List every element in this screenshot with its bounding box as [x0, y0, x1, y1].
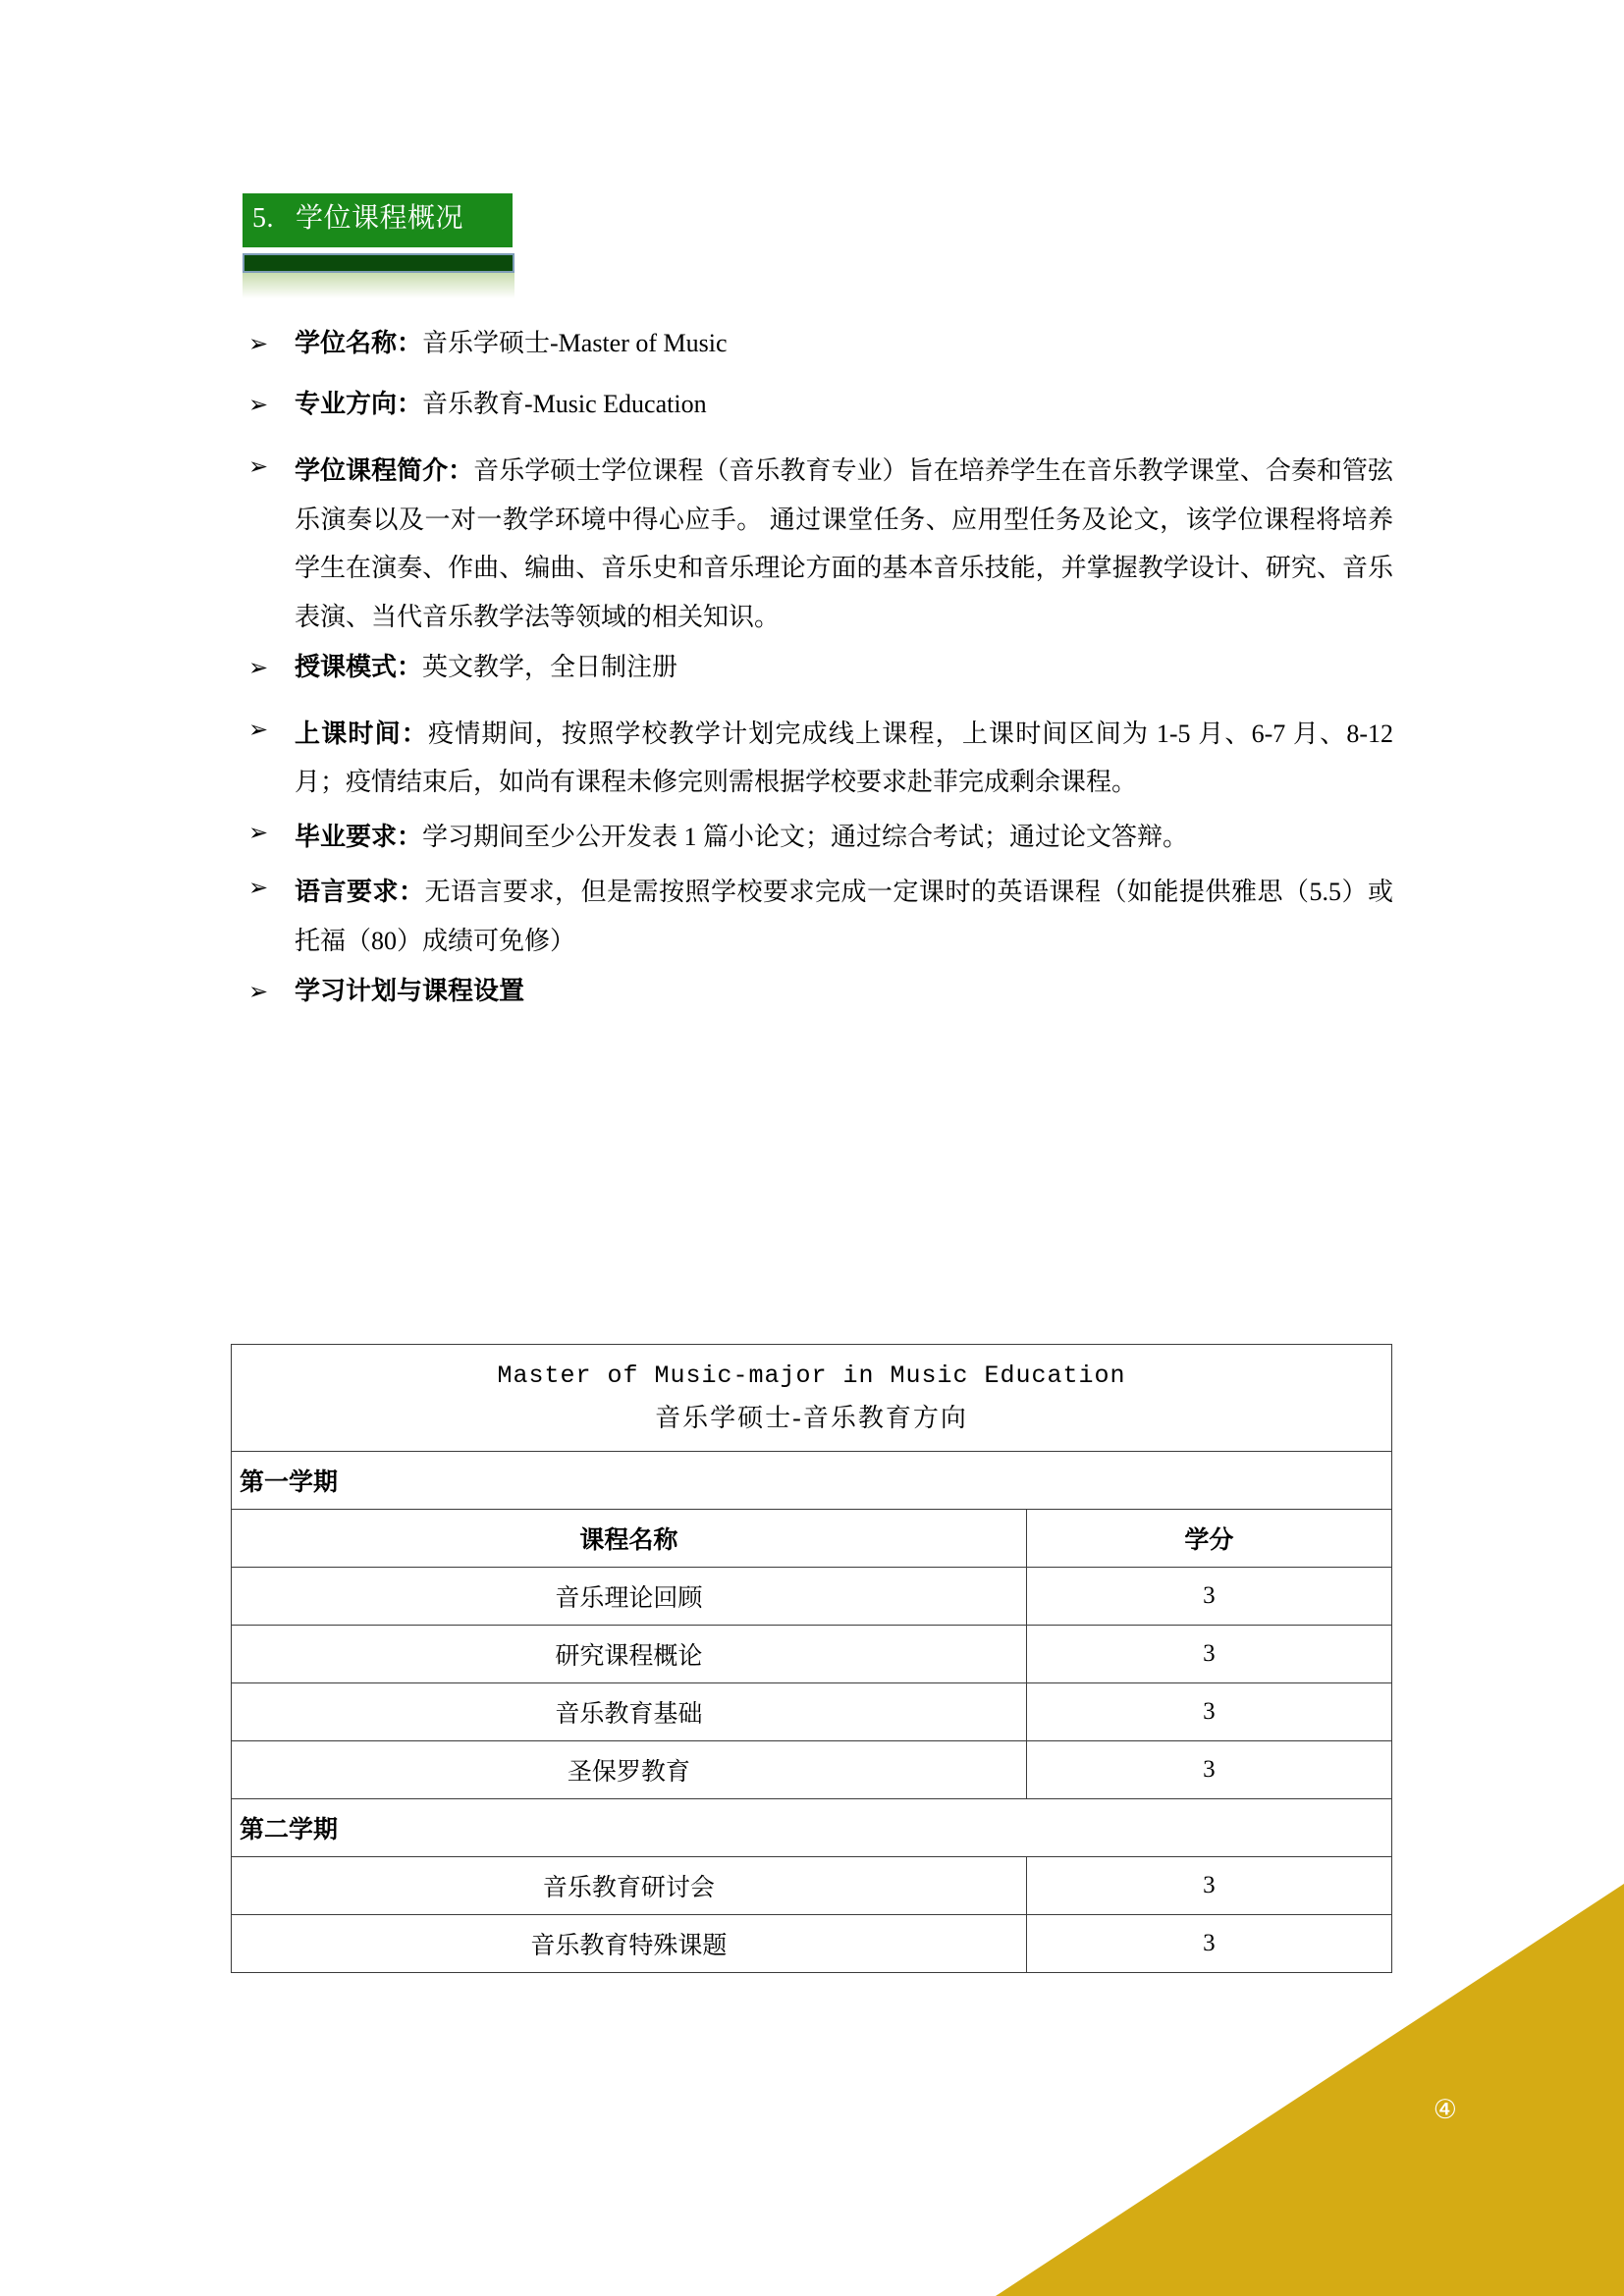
content-body [0, 324, 1624, 1033]
bullet-label: 授课模式： [295, 653, 423, 682]
bullet-label: 专业方向： [295, 390, 423, 419]
corner-triangle-decoration [996, 1884, 1624, 2296]
bullet-value: 英文教学，全日制注册 [422, 653, 678, 682]
bullet-value: 音乐学硕士-Master of Music [422, 329, 728, 357]
arrow-bullet-icon: ➢ [248, 330, 269, 357]
bullet-label: 学习计划与课程设置 [295, 977, 525, 1006]
section-title: 学位课程概况 [296, 203, 464, 234]
bullet-item-major [0, 385, 1624, 424]
table-row [232, 1740, 1392, 1798]
course-credits: 3 [1026, 1914, 1391, 1972]
course-name: 音乐教育特殊课题 [232, 1914, 1027, 1972]
table-row [232, 1682, 1392, 1740]
table-title-cell [232, 1345, 1392, 1452]
bullet-item-graduation-requirement [0, 813, 1624, 862]
course-name: 音乐教育研讨会 [232, 1856, 1027, 1914]
bullet-text [295, 385, 1393, 424]
arrow-bullet-icon: ➢ [248, 452, 269, 480]
bullet-label: 上课时间： [295, 719, 428, 748]
table-row [232, 1567, 1392, 1625]
column-header-credits: 学分 [1026, 1509, 1391, 1567]
table-title-cn: 音乐学硕士-音乐教育方向 [655, 1404, 968, 1432]
section-underbar [243, 253, 514, 273]
course-name: 音乐教育基础 [232, 1682, 1027, 1740]
bullet-item-language-requirement [0, 868, 1624, 966]
bullet-item-program-intro [0, 447, 1624, 643]
semester-label: 第二学期 [232, 1798, 1392, 1856]
bullet-label: 学位名称： [295, 329, 423, 357]
bullet-value: 音乐教育-Music Education [422, 390, 707, 419]
course-credits: 3 [1026, 1625, 1391, 1682]
bullet-text [295, 813, 1393, 862]
bullet-item-teaching-mode [0, 648, 1624, 687]
bullet-text [295, 972, 1393, 1011]
course-plan-table-wrap [231, 1344, 1392, 1973]
bullet-value: 疫情期间，按照学校教学计划完成线上课程，上课时间区间为 1-5 月、6-7 月、8-12 月；疫情结束后，如尚有课程未修完则需根据学校要求赴菲完成剩余课程。 [295, 719, 1393, 797]
bullet-label: 语言要求： [295, 878, 425, 907]
course-plan-table [231, 1344, 1392, 1973]
course-name: 音乐理论回顾 [232, 1567, 1027, 1625]
bullet-label: 毕业要求： [295, 823, 423, 852]
page-number: ④ [1433, 2095, 1457, 2125]
course-name: 研究课程概论 [232, 1625, 1027, 1682]
arrow-bullet-icon: ➢ [248, 819, 269, 847]
course-credits: 3 [1026, 1856, 1391, 1914]
course-credits: 3 [1026, 1682, 1391, 1740]
table-title-row [232, 1345, 1392, 1452]
bullet-text [295, 868, 1393, 966]
course-credits: 3 [1026, 1740, 1391, 1798]
semester-label: 第一学期 [232, 1451, 1392, 1509]
bullet-item-study-plan [0, 972, 1624, 1011]
arrow-bullet-icon: ➢ [248, 874, 269, 902]
arrow-bullet-icon: ➢ [248, 978, 269, 1006]
bullet-label: 学位课程简介： [295, 455, 474, 485]
arrow-bullet-icon: ➢ [248, 391, 269, 419]
bullet-text [295, 447, 1393, 643]
section-number: 5. [252, 203, 274, 234]
table-title-en: Master of Music-major in Music Education [497, 1362, 1126, 1390]
section-underbar-shadow [243, 273, 514, 298]
bullet-value: 音乐学硕士学位课程（音乐教育专业）旨在培养学生在音乐教学课堂、合奏和管弦乐演奏以及一对一教学环境中得心应手。 通过课堂任务、应用型任务及论文，该学位课程将培养学生在演奏、作曲、编曲、音乐史和音乐理论方面的基本音乐技能，并掌握教学设计、研究、音乐表演、当代音乐教学法等领域的相关知识。 [295, 455, 1393, 632]
bullet-text [295, 648, 1393, 687]
table-row [232, 1625, 1392, 1682]
course-credits: 3 [1026, 1567, 1391, 1625]
bullet-value: 无语言要求，但是需按照学校要求完成一定课时的英语课程（如能提供雅思（5.5）或托福（80）成绩可免修） [295, 878, 1393, 956]
section-banner [243, 193, 513, 247]
bullet-item-degree-name [0, 324, 1624, 363]
arrow-bullet-icon: ➢ [248, 715, 269, 743]
section-header [243, 193, 513, 298]
course-name: 圣保罗教育 [232, 1740, 1027, 1798]
bullet-text [295, 710, 1393, 808]
semester-row [232, 1451, 1392, 1509]
semester-row [232, 1798, 1392, 1856]
column-header-row [232, 1509, 1392, 1567]
bullet-text [295, 324, 1393, 363]
column-header-course-name: 课程名称 [232, 1509, 1027, 1567]
bullet-value: 学习期间至少公开发表 1 篇小论文；通过综合考试；通过论文答辩。 [422, 823, 1189, 852]
bullet-item-class-time [0, 710, 1624, 808]
arrow-bullet-icon: ➢ [248, 654, 269, 682]
